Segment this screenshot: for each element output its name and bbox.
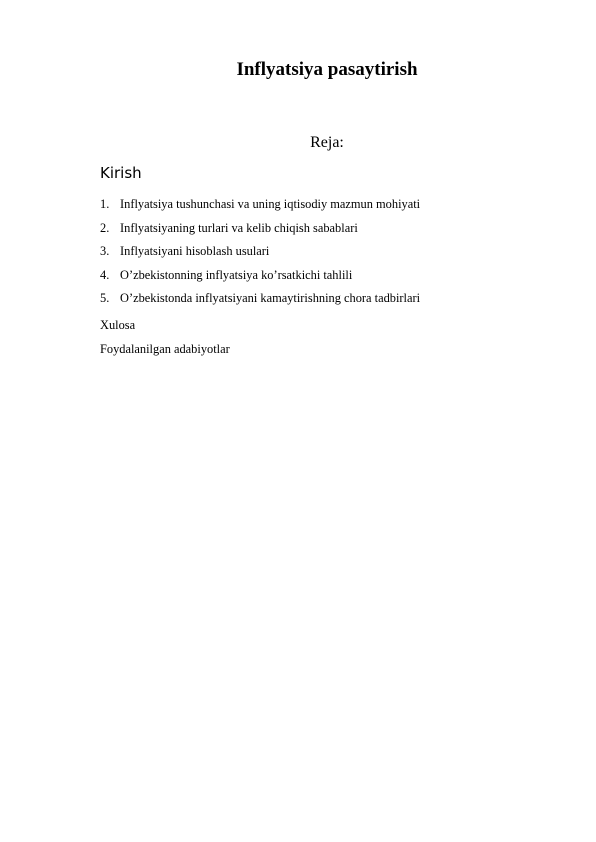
list-item-text: O’zbekistonning inflyatsiya ko’rsatkichi tahlili (120, 267, 353, 282)
list-item-number: 3. (100, 244, 110, 259)
list-item-text: O’zbekistonda inflyatsiyani kamaytirishning chora tadbirlari (120, 291, 421, 306)
plan-list (100, 193, 420, 311)
list-item-number: 2. (100, 220, 110, 235)
conclusion-line: Xulosa (100, 318, 136, 332)
list-item-number: 1. (100, 197, 110, 211)
list-item-text: Inflyatsiyani hisoblash usulari (120, 244, 270, 259)
intro-heading: Kirish (100, 164, 142, 182)
list-item-number: 4. (100, 267, 110, 282)
list-item (100, 217, 420, 241)
document-title: Inflyatsiya pasaytirish (236, 59, 418, 80)
list-item-number: 5. (100, 291, 110, 306)
list-item (100, 240, 420, 264)
list-item-text: Inflyatsiyaning turlari va kelib chiqish sabablari (120, 220, 358, 235)
list-item-text: Inflyatsiya tushunchasi va uning iqtisodiy mazmun mohiyati (120, 197, 421, 211)
plan-heading: Reja: (310, 134, 344, 151)
list-item (100, 193, 420, 217)
list-item (100, 287, 420, 311)
references-line: Foydalanilgan adabiyotlar (100, 342, 230, 356)
list-item (100, 264, 420, 288)
